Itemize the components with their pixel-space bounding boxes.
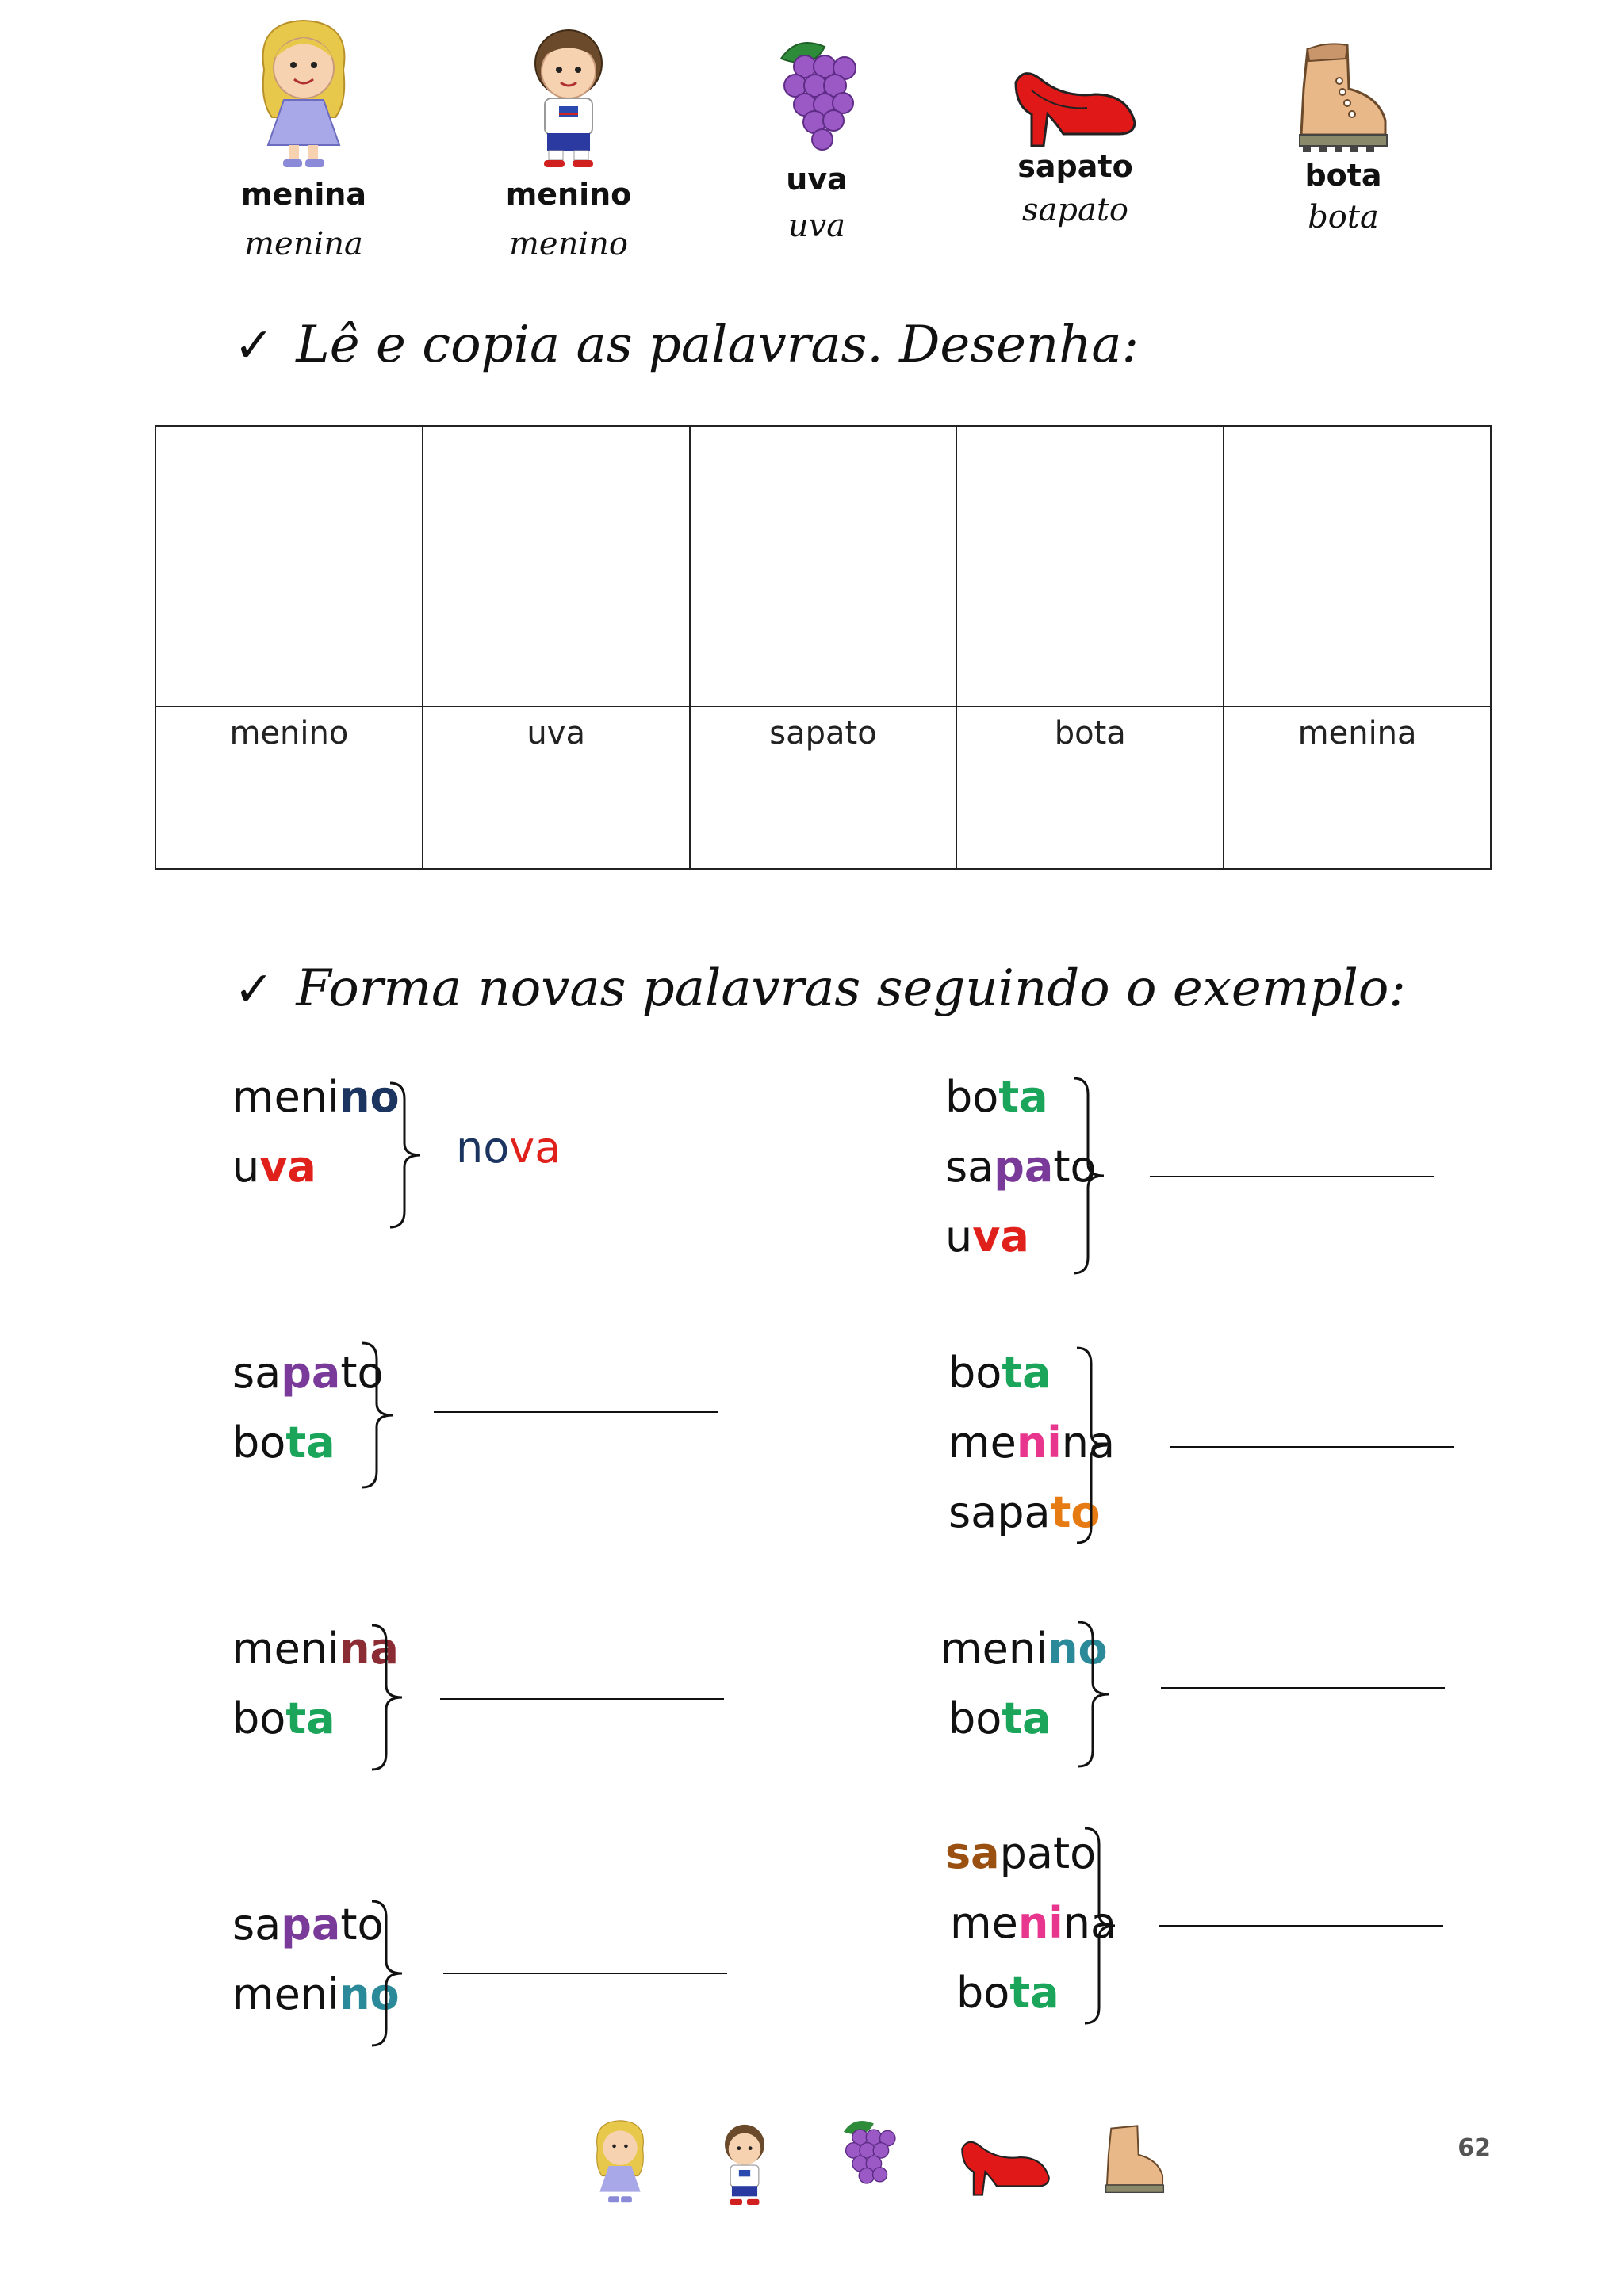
grapes-icon [833, 2115, 904, 2198]
vocab-word-cursive: uva [787, 208, 846, 244]
answer-line[interactable] [1159, 1925, 1443, 1927]
curly-brace-icon [369, 1622, 408, 1773]
highlighted-syllable: ta [998, 1072, 1048, 1122]
word-base: meni [940, 1624, 1048, 1674]
vocab-word-print: sapato [1017, 149, 1133, 184]
shoe-icon [1008, 59, 1143, 154]
word-base: sa [232, 1900, 282, 1950]
vocab-word-cursive: menina [244, 226, 363, 262]
instruction-text: Lê e copia as palavras. Desenha: [296, 316, 1139, 374]
word-base: bo [948, 1348, 1002, 1398]
word-row [155, 706, 1491, 869]
table-word: uva [527, 715, 585, 752]
word-tail: to [340, 1900, 384, 1950]
highlighted-syllable: no [339, 1072, 400, 1122]
vocab-word-print: menina [240, 177, 367, 212]
group-word [232, 1142, 316, 1192]
word-base: meni [232, 1624, 340, 1674]
word-base: sapa [948, 1487, 1051, 1537]
word-base: meni [232, 1072, 340, 1122]
group-word [945, 1211, 1029, 1261]
word-base: u [945, 1211, 973, 1261]
instruction-copy-draw [234, 316, 1139, 374]
result-part: no [456, 1123, 510, 1173]
vocab-item-menina [201, 14, 407, 262]
highlighted-syllable: pa [281, 1348, 341, 1398]
group-word [232, 1072, 400, 1122]
curly-brace-icon [359, 1340, 399, 1490]
word-base: meni [232, 1969, 340, 2019]
drawing-table [155, 425, 1492, 870]
highlighted-syllable: to [1050, 1487, 1101, 1537]
answer-line[interactable] [434, 1411, 718, 1413]
drawing-row [155, 426, 1491, 706]
highlighted-syllable: ta [285, 1418, 335, 1468]
vocab-word-cursive: menino [509, 226, 628, 262]
check-mark-icon: ✓ [234, 962, 274, 1017]
highlighted-syllable: ni [1017, 1898, 1063, 1948]
vocab-item-bota [1240, 41, 1446, 235]
highlighted-syllable: va [259, 1142, 316, 1192]
highlighted-syllable: ta [1002, 1693, 1051, 1743]
word-base: sa [945, 1142, 994, 1192]
answer-line[interactable] [1161, 1687, 1445, 1689]
girl-icon [588, 2115, 652, 2207]
highlighted-syllable: no [1048, 1624, 1108, 1674]
group-word [956, 1968, 1059, 2018]
grapes-icon [765, 35, 868, 154]
word-base: sa [232, 1348, 282, 1398]
word-tail: to [1053, 1142, 1097, 1192]
word-tail: na [1061, 1418, 1116, 1468]
table-word-cell[interactable] [690, 706, 957, 869]
word-base: bo [232, 1693, 286, 1743]
boy-icon [714, 2115, 776, 2207]
highlighted-syllable: va [972, 1211, 1029, 1261]
curly-brace-icon [1074, 1345, 1113, 1546]
drawing-cell[interactable] [423, 426, 690, 706]
highlighted-syllable: pa [281, 1900, 341, 1950]
highlighted-syllable: na [339, 1624, 399, 1674]
word-base: bo [948, 1693, 1002, 1743]
drawing-cell[interactable] [155, 426, 423, 706]
instruction-form-words [234, 959, 1406, 1018]
example-result [456, 1123, 561, 1173]
word-tail: to [340, 1348, 384, 1398]
curly-brace-icon [369, 1898, 408, 2049]
answer-line[interactable] [1170, 1446, 1454, 1448]
boot-icon [1292, 41, 1395, 156]
group-word [948, 1693, 1051, 1743]
table-word-cell[interactable] [155, 706, 423, 869]
table-word-cell[interactable] [423, 706, 690, 869]
girl-icon [248, 14, 359, 169]
group-word [232, 1900, 384, 1950]
highlighted-syllable: ta [285, 1693, 335, 1743]
curly-brace-icon [1082, 1825, 1121, 2026]
group-word [232, 1418, 335, 1468]
word-base: bo [956, 1968, 1010, 2018]
group-word [948, 1348, 1051, 1398]
result-part: va [509, 1123, 561, 1173]
boy-icon [517, 14, 620, 169]
vocab-word-print: menino [505, 177, 632, 212]
page-number: 62 [1457, 2134, 1491, 2162]
word-base: bo [232, 1418, 286, 1468]
table-word: sapato [769, 715, 877, 752]
shoe-icon [956, 2131, 1055, 2201]
word-base: me [948, 1418, 1017, 1468]
group-word [945, 1072, 1048, 1122]
table-word: menina [1297, 715, 1417, 752]
table-word-cell[interactable] [1224, 706, 1491, 869]
vocab-word-print: uva [786, 162, 848, 197]
group-word [945, 1828, 1096, 1878]
answer-line[interactable] [440, 1698, 724, 1700]
highlighted-syllable: ni [1016, 1418, 1062, 1468]
check-mark-icon: ✓ [234, 318, 274, 373]
word-base: bo [945, 1072, 999, 1122]
boot-icon [1101, 2122, 1169, 2201]
highlighted-syllable: no [339, 1969, 400, 2019]
curly-brace-icon [1071, 1075, 1110, 1276]
vocab-word-cursive: bota [1308, 199, 1379, 235]
vocab-word-cursive: sapato [1022, 192, 1128, 228]
drawing-cell[interactable] [690, 426, 957, 706]
table-word: menino [229, 715, 349, 752]
curly-brace-icon [1075, 1619, 1115, 1770]
vocab-item-uva [714, 35, 920, 244]
drawing-cell[interactable] [956, 426, 1224, 706]
word-base: u [232, 1142, 260, 1192]
curly-brace-icon [387, 1080, 427, 1230]
vocab-word-print: bota [1304, 158, 1382, 193]
drawing-cell[interactable] [1224, 426, 1491, 706]
vocab-item-menino [465, 14, 672, 262]
word-tail: pato [999, 1828, 1097, 1878]
answer-line[interactable] [1150, 1176, 1434, 1177]
vocab-item-sapato [972, 59, 1178, 228]
table-word-cell[interactable] [956, 706, 1224, 869]
highlighted-syllable: ta [1002, 1348, 1051, 1398]
highlighted-syllable: ta [1009, 1968, 1059, 2018]
highlighted-syllable: sa [945, 1828, 1000, 1878]
answer-line[interactable] [443, 1973, 727, 1974]
instruction-text: Forma novas palavras seguindo o exemplo: [296, 959, 1406, 1018]
word-tail: na [1063, 1898, 1117, 1948]
word-base: me [950, 1898, 1018, 1948]
table-word: bota [1054, 715, 1126, 752]
group-word [232, 1693, 335, 1743]
highlighted-syllable: pa [994, 1142, 1054, 1192]
